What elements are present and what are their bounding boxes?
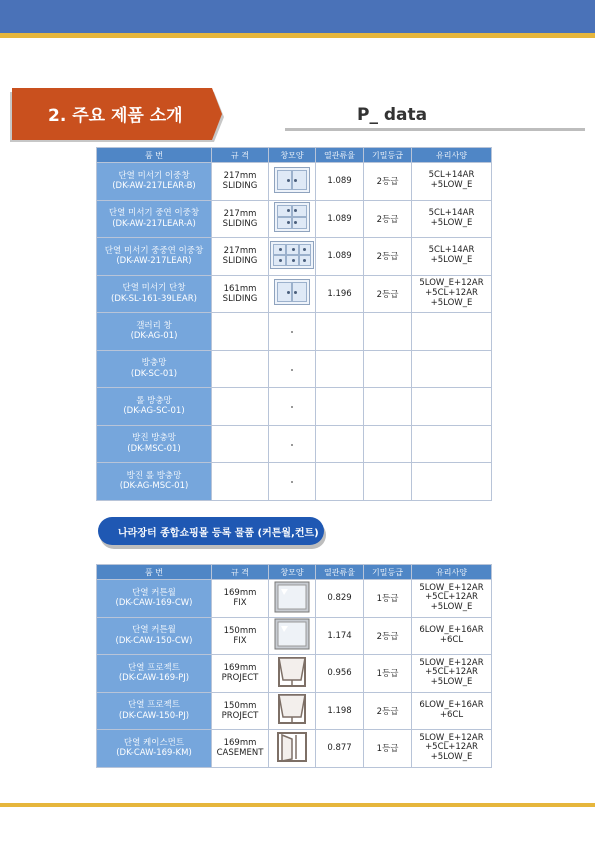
window-shape-cell	[269, 388, 316, 426]
airtight-grade-cell: 2등급	[364, 238, 412, 276]
glass-spec-cell	[412, 425, 492, 463]
product-name-cell	[97, 350, 212, 388]
spec-type: PROJECT	[221, 673, 259, 684]
product-code: (DK-AG-01)	[130, 331, 178, 342]
u-value-cell	[316, 463, 364, 501]
product-name: 단열 프로젝트	[128, 662, 180, 673]
table-row	[97, 463, 492, 501]
spec-cell	[212, 200, 269, 238]
col-header: 열관류율	[316, 148, 364, 163]
top-header-bar	[0, 0, 595, 33]
spec-size: 169mm	[223, 738, 257, 749]
product-name-cell	[97, 200, 212, 238]
window-shape-cell	[269, 655, 316, 693]
airtight-grade-cell	[364, 425, 412, 463]
product-code: (DK-SL-161-39LEAR)	[111, 293, 197, 304]
product-code: (DK-AW-217LEAR-B)	[112, 181, 196, 192]
spec-size: 169mm	[223, 663, 257, 674]
u-value-cell: 1.089	[316, 200, 364, 238]
table-header-row	[97, 565, 492, 580]
glass-spec-line: +5LOW_E	[430, 217, 473, 228]
window-shape-cell	[269, 463, 316, 501]
u-value-cell: 1.174	[316, 617, 364, 655]
spec-type: FIX	[233, 598, 247, 609]
spec-cell	[212, 463, 269, 501]
glass-spec-line: 5CL+14AR	[428, 170, 475, 181]
product-code: (DK-AG-MSC-01)	[119, 481, 189, 492]
fix-window-icon	[274, 643, 310, 653]
product-name-cell	[97, 238, 212, 276]
glass-spec-cell	[412, 350, 492, 388]
glass-spec-cell	[412, 163, 492, 201]
airtight-grade-cell	[364, 350, 412, 388]
glass-spec-cell	[412, 200, 492, 238]
glass-spec-line: +5CL+12AR	[425, 287, 478, 298]
spec-size: 217mm	[223, 171, 257, 182]
product-name: 단열 케이스먼트	[123, 737, 185, 748]
glass-spec-line: 5LOW_E+12AR	[419, 657, 484, 668]
product-name: 단열 프로젝트	[128, 700, 180, 711]
section-banner	[12, 88, 222, 140]
glass-spec-cell	[412, 580, 492, 618]
airtight-grade-cell: 1등급	[364, 730, 412, 768]
glass-spec-cell	[412, 463, 492, 501]
col-header: 창모양	[269, 565, 316, 580]
glass-spec-line: +5LOW_E	[430, 255, 473, 266]
spec-type: SLIDING	[222, 218, 258, 229]
table-row	[97, 388, 492, 426]
project-window-icon	[277, 718, 307, 728]
spec-cell	[212, 275, 269, 313]
registration-banner	[98, 517, 326, 549]
u-value-cell: 0.829	[316, 580, 364, 618]
product-name: 단열 미서기 단창	[122, 283, 186, 294]
col-header: 창모양	[269, 148, 316, 163]
table-row	[97, 425, 492, 463]
table-row	[97, 238, 492, 276]
col-header: 기밀등급	[364, 565, 412, 580]
airtight-grade-cell: 2등급	[364, 692, 412, 730]
table-row	[97, 163, 492, 201]
product-name: 방충망	[141, 358, 167, 369]
spec-cell	[212, 655, 269, 693]
table-row	[97, 350, 492, 388]
product-code: (DK-CAW-169-CW)	[115, 598, 193, 609]
glass-spec-cell	[412, 238, 492, 276]
product-name-cell	[97, 425, 212, 463]
u-value-cell	[316, 425, 364, 463]
spec-type: FIX	[233, 635, 247, 646]
glass-spec-cell	[412, 655, 492, 693]
table-row	[97, 200, 492, 238]
empty-shape	[291, 326, 293, 336]
window-shape-cell	[269, 238, 316, 276]
glass-spec-cell	[412, 692, 492, 730]
col-header: 품 번	[97, 565, 212, 580]
window-shape-cell	[269, 425, 316, 463]
window-shape-cell	[269, 275, 316, 313]
spec-cell	[212, 350, 269, 388]
spec-type: CASEMENT	[216, 748, 264, 759]
product-code: (DK-SC-01)	[130, 368, 178, 379]
window-3x2-icon	[270, 262, 314, 272]
glass-spec-line: +5LOW_E	[430, 752, 473, 763]
table-row	[97, 617, 492, 655]
spec-size: 169mm	[223, 588, 257, 599]
product-name-cell	[97, 163, 212, 201]
fix-window-icon	[274, 606, 310, 616]
glass-spec-line: +5CL+12AR	[425, 592, 478, 603]
airtight-grade-cell: 2등급	[364, 617, 412, 655]
spec-type: SLIDING	[222, 256, 258, 267]
bottom-accent-line	[0, 803, 595, 807]
registration-banner-title: 나라장터 종합쇼핑몰 등록 물품 (커튼월,컨트)	[118, 528, 319, 539]
window-shape-cell	[269, 313, 316, 351]
u-value-cell: 1.198	[316, 692, 364, 730]
col-header: 열관류율	[316, 565, 364, 580]
u-value-cell	[316, 313, 364, 351]
u-value-cell	[316, 350, 364, 388]
u-value-cell: 0.877	[316, 730, 364, 768]
spec-cell	[212, 388, 269, 426]
glass-spec-line: +5LOW_E	[430, 602, 473, 613]
col-header: 규 격	[212, 148, 269, 163]
product-name: 방진 롤 방충망	[126, 470, 182, 481]
table-header-row	[97, 148, 492, 163]
spec-cell	[212, 580, 269, 618]
spec-cell	[212, 313, 269, 351]
window-2panel-icon	[274, 186, 310, 196]
table-row	[97, 692, 492, 730]
u-value-cell: 1.089	[316, 238, 364, 276]
glass-spec-line: 5LOW_E+12AR	[419, 732, 484, 743]
empty-shape	[291, 401, 293, 411]
product-code: (DK-CAW-150-CW)	[115, 635, 193, 646]
col-header: 품 번	[97, 148, 212, 163]
product-name: 단열 미서기 중중연 이중창	[104, 245, 204, 256]
airtight-grade-cell: 1등급	[364, 580, 412, 618]
glass-spec-line: 5LOW_E+12AR	[419, 278, 484, 289]
spec-cell	[212, 730, 269, 768]
subtitle-underline	[285, 128, 585, 131]
airtight-grade-cell	[364, 388, 412, 426]
section-title: 2. 주요 제품 소개	[48, 106, 183, 126]
spec-type: SLIDING	[222, 293, 258, 304]
col-header: 유리사양	[412, 565, 492, 580]
product-name-cell	[97, 313, 212, 351]
glass-spec-line: +5CL+12AR	[425, 667, 478, 678]
product-code: (DK-AW-217LEAR)	[116, 256, 192, 267]
col-header: 기밀등급	[364, 148, 412, 163]
product-name: 갤러리 창	[136, 320, 172, 331]
glass-spec-line: 6LOW_E+16AR	[419, 699, 484, 710]
product-name: 방진 방충망	[132, 433, 176, 444]
u-value-cell	[316, 388, 364, 426]
spec-cell	[212, 617, 269, 655]
window-shape-cell	[269, 163, 316, 201]
product-name: 단열 커튼월	[132, 587, 176, 598]
airtight-grade-cell: 1등급	[364, 655, 412, 693]
spec-cell	[212, 425, 269, 463]
product-name-cell	[97, 730, 212, 768]
project-window-icon	[277, 681, 307, 691]
casement-window-icon	[276, 756, 308, 766]
product-table-1	[96, 147, 492, 501]
product-name-cell	[97, 388, 212, 426]
product-name: 단열 미서기 중연 이중창	[108, 208, 200, 219]
placeholder-dot	[291, 369, 293, 371]
window-shape-cell	[269, 200, 316, 238]
placeholder-dot	[291, 481, 293, 483]
product-name-cell	[97, 463, 212, 501]
u-value-cell: 0.956	[316, 655, 364, 693]
product-code: (DK-CAW-169-PJ)	[118, 673, 190, 684]
table-row	[97, 580, 492, 618]
spec-size: 150mm	[223, 700, 257, 711]
product-name: 롤 방충망	[136, 395, 172, 406]
glass-spec-line: 5CL+14AR	[428, 245, 475, 256]
product-name-cell	[97, 655, 212, 693]
spec-size: 150mm	[223, 625, 257, 636]
glass-spec-cell	[412, 275, 492, 313]
glass-spec-line: 5LOW_E+12AR	[419, 582, 484, 593]
glass-spec-cell	[412, 313, 492, 351]
table-row	[97, 313, 492, 351]
product-table-2	[96, 564, 492, 768]
empty-shape	[291, 439, 293, 449]
glass-spec-line: +6CL	[439, 634, 464, 645]
empty-shape	[291, 476, 293, 486]
airtight-grade-cell	[364, 463, 412, 501]
airtight-grade-cell: 2등급	[364, 163, 412, 201]
glass-spec-cell	[412, 617, 492, 655]
table-row	[97, 275, 492, 313]
u-value-cell: 1.196	[316, 275, 364, 313]
spec-size: 217mm	[223, 246, 257, 257]
airtight-grade-cell: 2등급	[364, 200, 412, 238]
u-value-cell: 1.089	[316, 163, 364, 201]
spec-type: PROJECT	[221, 710, 259, 721]
product-name-cell	[97, 580, 212, 618]
placeholder-dot	[291, 444, 293, 446]
placeholder-dot	[291, 406, 293, 408]
table-row	[97, 655, 492, 693]
window-shape-cell	[269, 692, 316, 730]
window-shape-cell	[269, 350, 316, 388]
empty-shape	[291, 364, 293, 374]
glass-spec-line: 5CL+14AR	[428, 207, 475, 218]
page-subtitle: P_ data	[357, 105, 428, 125]
window-shape-cell	[269, 730, 316, 768]
airtight-grade-cell: 2등급	[364, 275, 412, 313]
product-name-cell	[97, 692, 212, 730]
placeholder-dot	[291, 331, 293, 333]
spec-size: 217mm	[223, 208, 257, 219]
glass-spec-line: +6CL	[439, 709, 464, 720]
spec-cell	[212, 692, 269, 730]
glass-spec-line: +5LOW_E	[430, 180, 473, 191]
spec-cell	[212, 238, 269, 276]
product-code: (DK-MSC-01)	[127, 443, 181, 454]
product-code: (DK-CAW-150-PJ)	[118, 710, 190, 721]
col-header: 규 격	[212, 565, 269, 580]
glass-spec-line: +5CL+12AR	[425, 742, 478, 753]
spec-type: SLIDING	[222, 181, 258, 192]
table-row	[97, 730, 492, 768]
product-code: (DK-AW-217LEAR-A)	[112, 218, 196, 229]
airtight-grade-cell	[364, 313, 412, 351]
spec-cell	[212, 163, 269, 201]
window-shape-cell	[269, 580, 316, 618]
glass-spec-cell	[412, 388, 492, 426]
product-code: (DK-AG-SC-01)	[123, 406, 185, 417]
product-name-cell	[97, 617, 212, 655]
product-code: (DK-CAW-169-KM)	[116, 748, 192, 759]
glass-spec-cell	[412, 730, 492, 768]
product-name-cell	[97, 275, 212, 313]
window-2panel-icon	[274, 298, 310, 308]
product-name: 단열 커튼월	[132, 625, 176, 636]
window-2x2-icon	[274, 225, 310, 235]
glass-spec-line: +5LOW_E	[430, 677, 473, 688]
glass-spec-line: +5LOW_E	[430, 297, 473, 308]
product-name: 단열 미서기 이중창	[118, 170, 190, 181]
glass-spec-line: 6LOW_E+16AR	[419, 624, 484, 635]
spec-size: 161mm	[223, 283, 257, 294]
window-shape-cell	[269, 617, 316, 655]
col-header: 유리사양	[412, 148, 492, 163]
top-accent-stripe	[0, 33, 595, 38]
